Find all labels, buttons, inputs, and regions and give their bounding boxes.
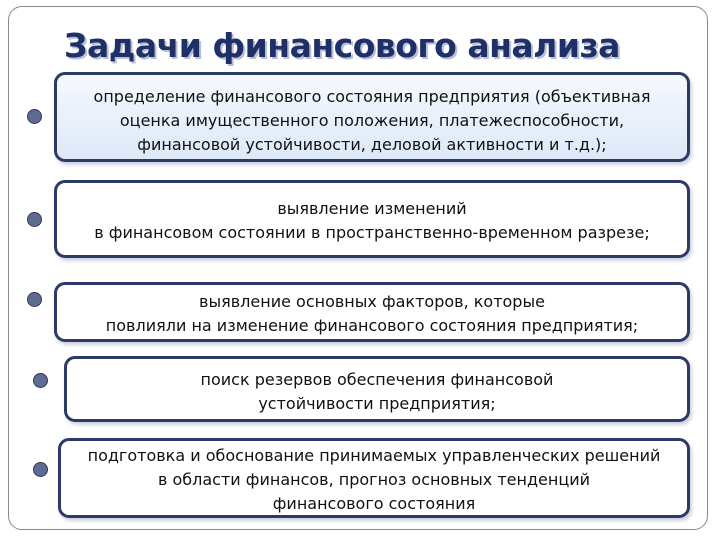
task-text: выявление основных факторов, которые повлияли на изменение финансового состояния предприятия; [105,292,639,335]
task-text: поиск резервов обеспечения финансовой устойчивости предприятия; [200,370,554,413]
bullet-marker-icon [27,212,42,227]
task-box-factors [54,282,690,342]
task-box-decisions [58,438,690,518]
task-text: выявление изменений в финансовом состоянии в пространственно-временном разрезе; [94,199,650,242]
task-box-financial-state [54,72,690,162]
task-text: определение финансового состояния предприятия (объективная оценка имущественного положения, платежеспособности, финансовой устойчивости, деловой активности и т.д.); [93,87,651,154]
bullet-marker-icon [27,109,42,124]
bullet-marker-icon [33,462,48,477]
slide-title: Задачи финансового анализа [64,26,620,65]
bullet-marker-icon [27,292,42,307]
bullet-marker-icon [33,373,48,388]
task-box-changes [54,180,690,258]
task-text: подготовка и обоснование принимаемых управленческих решений в области финансов, прогноз основных тенденций финансового состояния [87,446,661,513]
task-box-reserves [64,356,690,422]
